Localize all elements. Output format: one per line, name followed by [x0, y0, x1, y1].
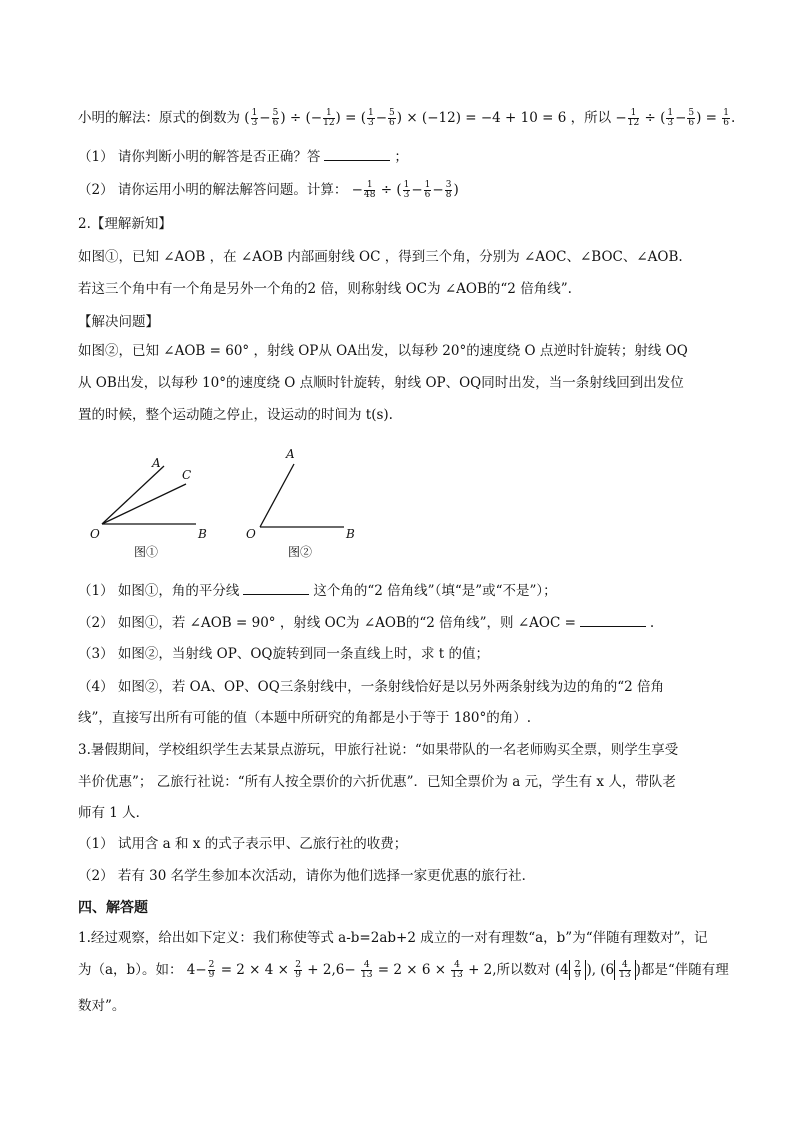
fraction: $\frac{1}{3}$ [667, 108, 674, 128]
fraction: $\frac{4}{13}$ [360, 960, 373, 980]
xiaoming-solution-line: 小明的解法：原式的倒数为 ( $\frac{1}{3}$ − $\frac{5}{6}$ ) ÷ (− $\frac{1}{12}$ ) = ( $\frac{1}{3}$ − $\frac{5}{6}$ ) × (−12) = −4 + 10 = 6 ，所以 − $\frac{1}{12}$ ÷ ( $\frac{1}{3}$ − $\frac{5}{6}$ ) = $\frac{1}{6}$ . [78, 108, 736, 128]
fig1-label-O: O [90, 527, 100, 541]
heading-solve: 【解决问题】 [78, 314, 159, 330]
fig1-label-A: A [152, 456, 161, 470]
text: ； [394, 149, 408, 165]
fraction: $\frac{1}{6}$ [723, 108, 730, 128]
fraction: $\frac{5}{6}$ [389, 108, 395, 128]
fig1-caption: 图① [134, 545, 159, 559]
text: 所以数对 [496, 962, 551, 978]
paragraph: 如图①，已知 ∠AOB ，在 ∠AOB 内部画射线 OC ，得到三个角，分别为 ∠AOC、∠BOC、∠AOB. [78, 249, 683, 265]
fraction: $\frac{1}{3}$ [403, 180, 410, 200]
fraction: $\frac{5}{6}$ [688, 108, 695, 128]
fraction: $\frac{2}{9}$ [569, 960, 587, 980]
fraction: $\frac{1}{3}$ [367, 108, 374, 128]
problem-3: 半价优惠”； 乙旅行社说：“所有人按全票价的六折优惠”．已知全票价为 a 元，学生有 x 人，带队老 [78, 774, 676, 790]
text: 小明的解法：原式的倒数为 [78, 110, 240, 126]
fig2-label-A: A [286, 447, 295, 461]
text: （1） 请你判断小明的解答是否正确？答 [78, 149, 321, 165]
fraction: $\frac{4}{13}$ [451, 960, 463, 980]
problem-3: 3.暑假期间，学校组织学生去某景点游玩，甲旅行社说：“如果带队的一名老师购买全票，则学生享受 [78, 742, 679, 758]
problem-3-q1: （1） 试用含 a 和 x 的式子表示甲、乙旅行社的收费； [78, 836, 408, 852]
fig2-caption: 图② [288, 545, 313, 559]
section4-problem1-eq: 为（a，b）。如： 4− $\frac{2}{9}$ = 2 × 4 × $\frac{2}{9}$ + 2,6− $\frac{4}{13}$ = 2 × 6 × $\frac{4}{13}$ + 2,所以数对 (4 $\frac{2}{9}$ ), (6 $\frac{4}{13}$ )都是“伴随有理 [78, 960, 729, 980]
question-fig-2 [78, 612, 654, 633]
question-1 [78, 146, 408, 167]
equation: × (−12) = −4 + 10 = 6 [406, 110, 567, 126]
fraction: $\frac{3}{8}$ [445, 180, 452, 200]
problem-3: 师有 1 人． [78, 805, 150, 821]
equation: + 2, [468, 962, 497, 978]
text: 这个角的“2 倍角线”（填“是”或“不是”）； [313, 583, 557, 599]
question-fig-1 [78, 580, 557, 601]
question-fig-4a: （4） 如图②，若 OA、OP、OQ三条射线中，一条射线恰好是以另外两条射线为边的角的“2 倍角 [78, 679, 665, 695]
section4-problem1-end: 数对”。 [78, 998, 126, 1014]
paragraph: 置的时候，整个运动随之停止，设运动的时间为 t(s). [78, 407, 393, 423]
answer-blank[interactable] [324, 146, 390, 161]
equation: = 2 × 4 × [220, 962, 289, 978]
text: ，所以 [570, 110, 612, 126]
text: 为（a，b）。如： [78, 962, 183, 978]
text: （1） 如图①，角的平分线 [78, 583, 240, 599]
text: . [649, 615, 655, 631]
fraction: $\frac{1}{6}$ [424, 180, 431, 200]
fraction: $\frac{2}{9}$ [295, 960, 301, 980]
section-heading: 四、解答题 [78, 900, 148, 916]
section4-problem1: 1.经过观察，给出如下定义：我们称使等式 a-b=2ab+2 成立的一对有理数“a，b”为“伴随有理数对”，记 [78, 930, 708, 946]
fraction: $\frac{1}{12}$ [627, 108, 640, 128]
paragraph: 如图②，已知 ∠AOB = 60° ，射线 OP从 OA出发，以每秒 20°的速度绕 O 点逆时针旋转；射线 OQ [78, 343, 688, 359]
answer-blank[interactable] [580, 612, 646, 627]
text: （2） 如图①，若 ∠AOB = 90° ，射线 OC为 ∠AOB的“2 倍角线”，则 ∠AOC = [78, 615, 576, 631]
fig1-label-C: C [182, 468, 192, 482]
fraction: $\frac{5}{6}$ [272, 108, 279, 128]
question-fig-3: （3） 如图②，当射线 OP、OQ旋转到同一条直线上时，求 t 的值； [78, 646, 489, 662]
fraction: $\frac{2}{9}$ [208, 960, 215, 980]
paragraph: 从 OB出发，以每秒 10°的速度绕 O 点顺时针旋转，射线 OP、OQ同时出发，当一条射线回到出发位 [78, 375, 684, 391]
problem-3-q2: （2） 若有 30 名学生参加本次活动，请你为他们选择一家更优惠的旅行社． [78, 868, 536, 884]
question-fig-4b: 线”，直接写出所有可能的值（本题中所研究的角都是小于等于 180°的角）. [78, 710, 532, 726]
fraction: $\frac{4}{13}$ [614, 960, 635, 980]
text: 都是“伴随有理 [640, 962, 729, 978]
equation: + 2,6− [307, 962, 356, 978]
answer-blank[interactable] [243, 580, 309, 595]
fraction: $\frac{1}{3}$ [251, 108, 258, 128]
fig2-label-B: B [346, 527, 355, 541]
equation: = 2 × 6 × [377, 962, 447, 978]
heading-understand: 2.【理解新知】 [78, 216, 172, 232]
fig1-label-B: B [198, 527, 207, 541]
fraction: $\frac{1}{12}$ [323, 108, 335, 128]
question-2: （2） 请你运用小明的解法解答问题。计算： − $\frac{1}{48}$ ÷ ( $\frac{1}{3}$ − $\frac{1}{6}$ − $\frac{3}{8}$ ) [78, 180, 459, 200]
text: （2） 请你运用小明的解法解答问题。计算： [78, 182, 348, 198]
fig2-label-O: O [246, 527, 256, 541]
paragraph: 若这三个角中有一个角是另外一个角的2 倍，则称射线 OC为 ∠AOB的“2 倍角线”. [78, 281, 572, 297]
fraction: $\frac{1}{48}$ [364, 180, 376, 200]
